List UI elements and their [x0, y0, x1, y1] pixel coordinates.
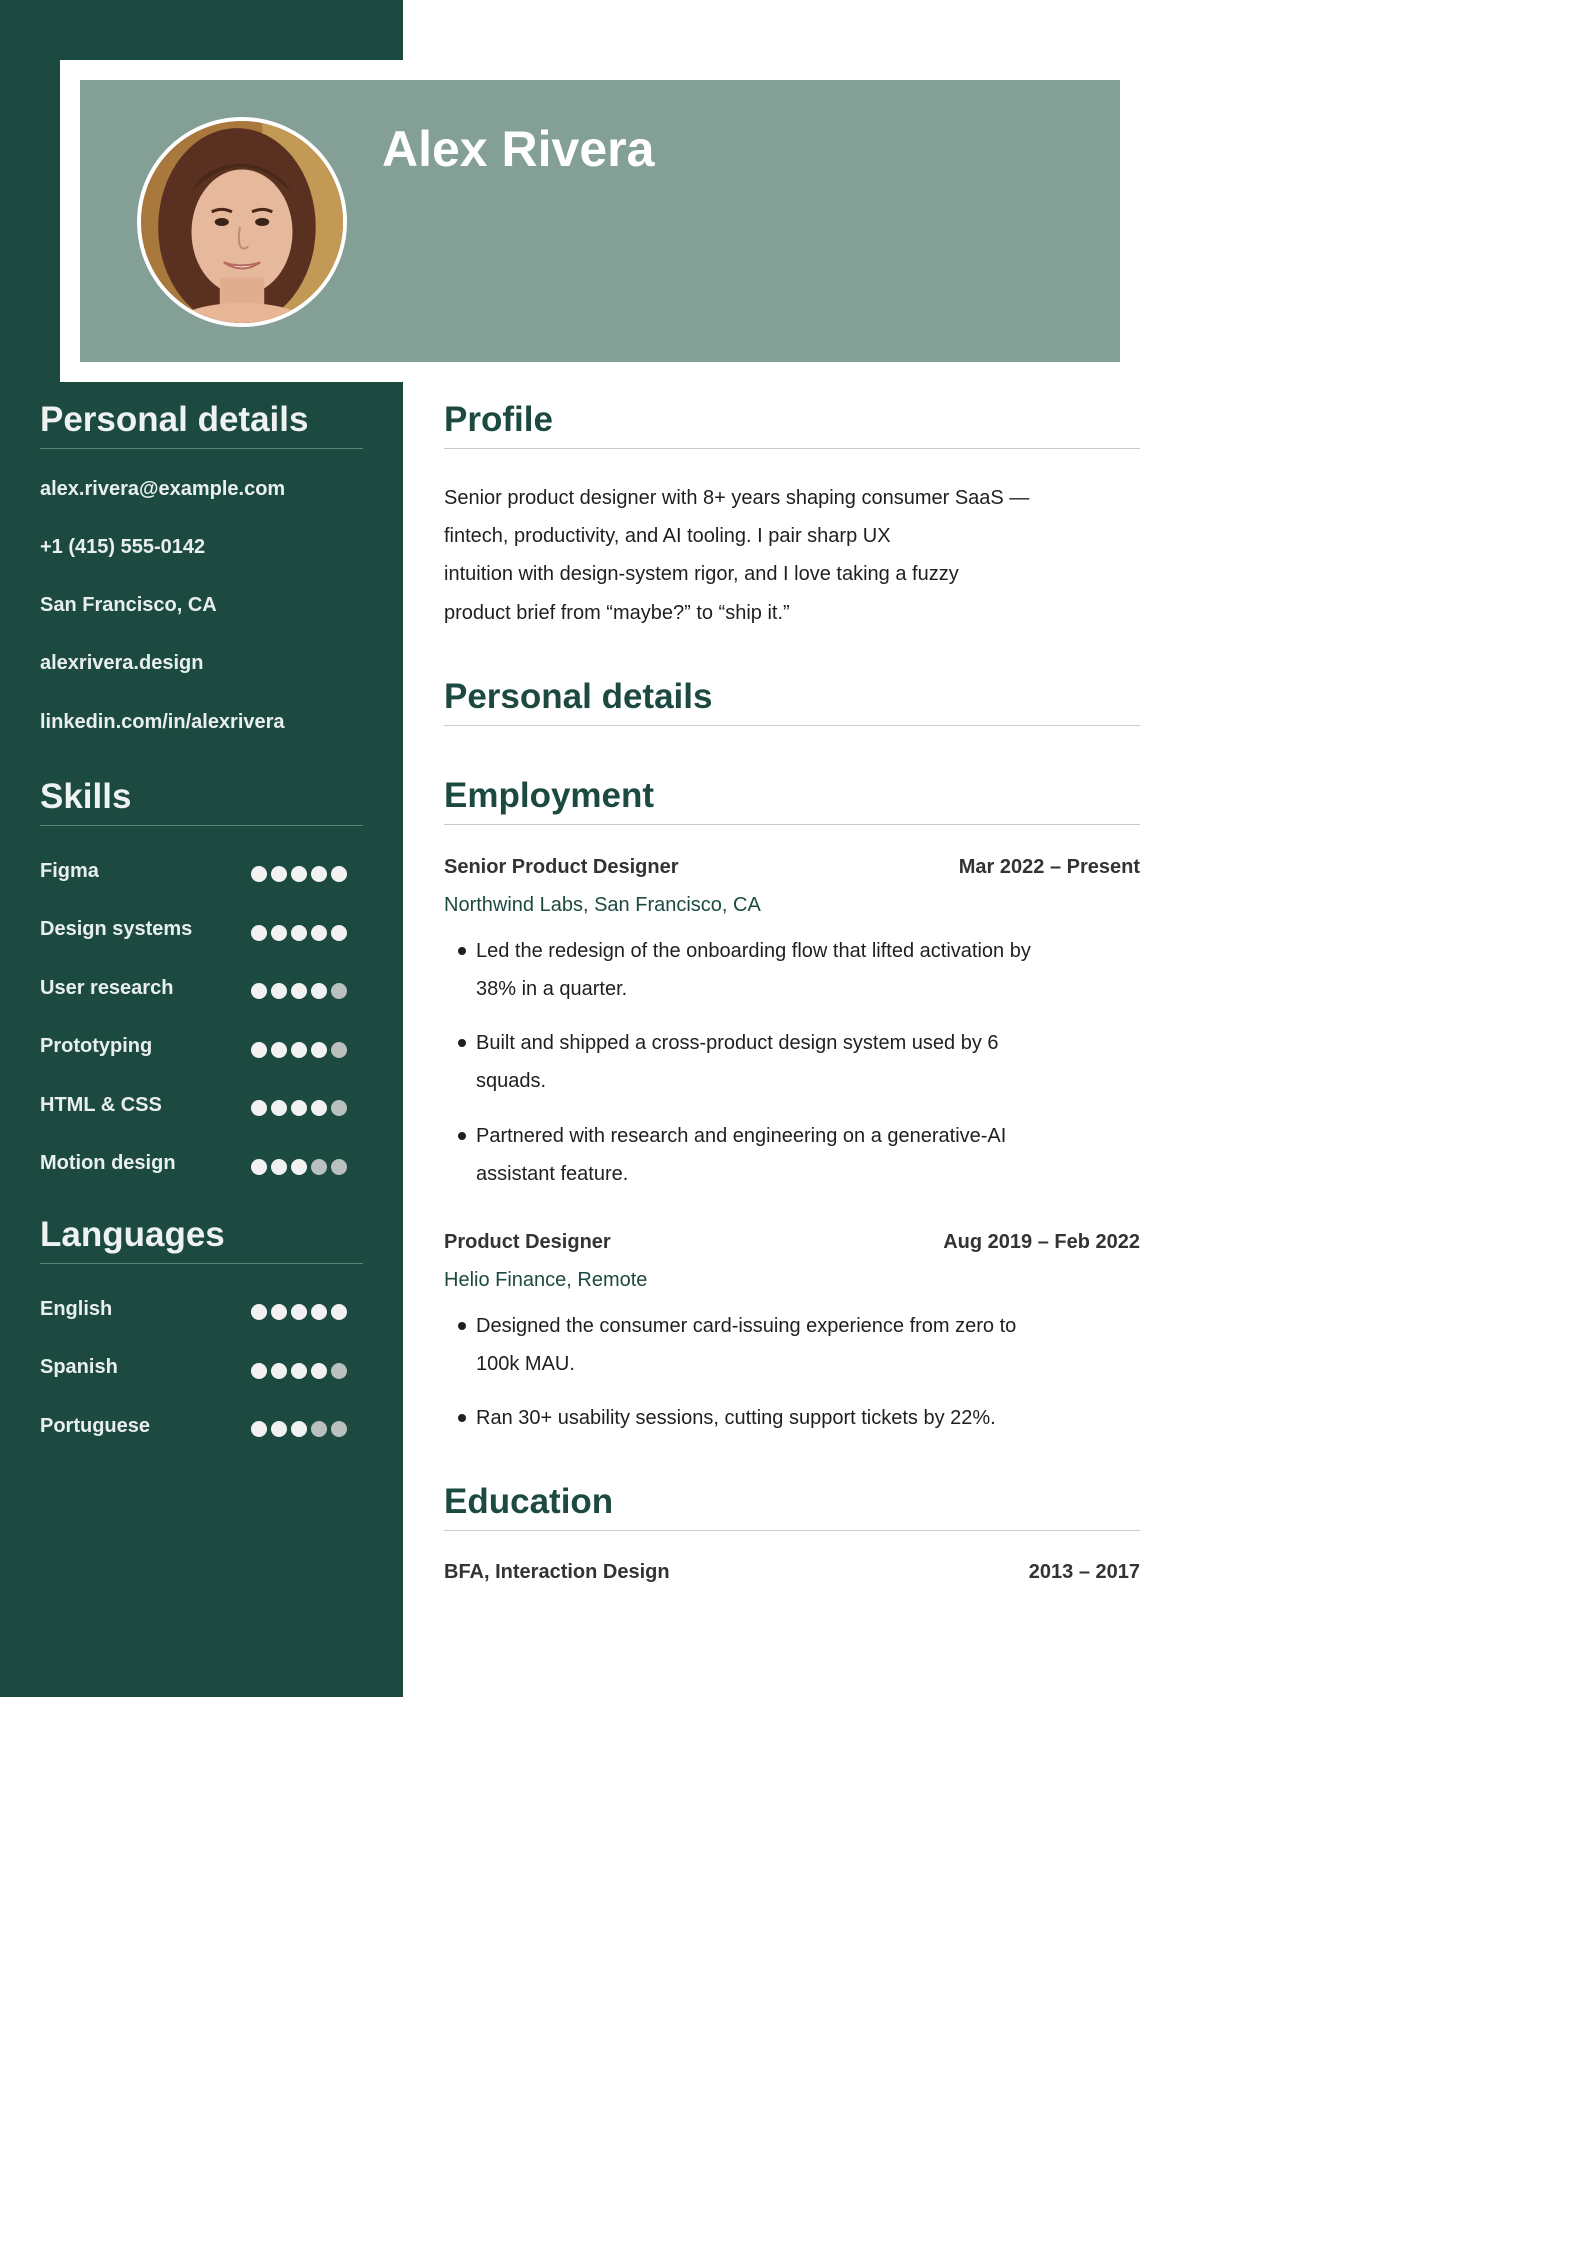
- contact-email[interactable]: alex.rivera@example.com: [40, 478, 286, 500]
- rating-dot-icon: [271, 1421, 287, 1437]
- rating-dot-icon: [331, 1159, 347, 1175]
- rating-dot-icon: [271, 1042, 287, 1058]
- contact-website[interactable]: alexrivera.design: [40, 652, 204, 674]
- rating-dot-icon: [291, 866, 307, 882]
- rating-dot-icon: [291, 1042, 307, 1058]
- skill-rating: [251, 1042, 347, 1058]
- bullet-icon: [458, 1132, 466, 1140]
- bullet-icon: [458, 947, 466, 955]
- rating-dot-icon: [251, 1042, 267, 1058]
- rating-dot-icon: [331, 925, 347, 941]
- skill-row: [40, 917, 347, 943]
- language-row: [40, 1413, 347, 1439]
- job-header: [444, 1231, 1140, 1254]
- rating-dot-icon: [291, 1159, 307, 1175]
- skill-row: [40, 1092, 347, 1118]
- rating-dot-icon: [331, 983, 347, 999]
- skill-row: [40, 858, 347, 884]
- education-title: Education: [444, 1482, 1140, 1531]
- rating-dot-icon: [291, 1304, 307, 1320]
- rating-dot-icon: [311, 1100, 327, 1116]
- job-bullet-text: Partnered with research and engineering on a generative-AI assistant feature.: [476, 1125, 1007, 1185]
- rating-dot-icon: [251, 1363, 267, 1379]
- skill-label: Motion design: [40, 1152, 176, 1174]
- rating-dot-icon: [271, 1159, 287, 1175]
- avatar-photo-icon: [141, 121, 343, 323]
- language-label: Spanish: [40, 1356, 118, 1378]
- rating-dot-icon: [251, 866, 267, 882]
- rating-dot-icon: [331, 1042, 347, 1058]
- rating-dot-icon: [311, 866, 327, 882]
- rating-dot-icon: [251, 983, 267, 999]
- job-company: Northwind Labs, San Francisco, CA: [444, 894, 761, 916]
- job-bullet-text: Built and shipped a cross-product design system used by 6 squads.: [476, 1032, 999, 1092]
- contact-linkedin[interactable]: linkedin.com/in/alexrivera: [40, 711, 285, 733]
- candidate-name: Alex Rivera: [382, 121, 655, 177]
- rating-dot-icon: [251, 1159, 267, 1175]
- skill-label: Prototyping: [40, 1035, 153, 1057]
- job-bullet-text: Ran 30+ usability sessions, cutting support tickets by 22%.: [476, 1407, 996, 1429]
- profile-line: fintech, productivity, and AI tooling. I pair sharp UX: [444, 525, 891, 547]
- job-bullet: [458, 1307, 1058, 1383]
- rating-dot-icon: [311, 983, 327, 999]
- skill-rating: [251, 983, 347, 999]
- rating-dot-icon: [311, 1304, 327, 1320]
- rating-dot-icon: [291, 1421, 307, 1437]
- contact-location: San Francisco, CA: [40, 594, 217, 616]
- job-header: [444, 856, 1140, 879]
- rating-dot-icon: [291, 925, 307, 941]
- rating-dot-icon: [271, 1363, 287, 1379]
- rating-dot-icon: [331, 1100, 347, 1116]
- rating-dot-icon: [271, 925, 287, 941]
- avatar: [137, 117, 347, 327]
- skill-row: [40, 1034, 347, 1060]
- language-row: [40, 1355, 347, 1381]
- language-row: [40, 1296, 347, 1322]
- rating-dot-icon: [271, 1304, 287, 1320]
- sidebar-contact-title: Personal details: [40, 400, 363, 449]
- education-degree: BFA, Interaction Design: [444, 1561, 670, 1583]
- rating-dot-icon: [251, 1421, 267, 1437]
- education-entry: [444, 1561, 1140, 1584]
- skill-label: HTML & CSS: [40, 1093, 162, 1116]
- rating-dot-icon: [311, 1421, 327, 1437]
- skill-row: [40, 975, 347, 1001]
- job-bullet: [458, 1024, 1058, 1100]
- profile-line: product brief from “maybe?” to “ship it.”: [444, 602, 790, 624]
- sidebar-skills-title: Skills: [40, 777, 363, 826]
- skill-rating: [251, 866, 347, 882]
- skill-rating: [251, 1159, 347, 1175]
- rating-dot-icon: [331, 1363, 347, 1379]
- rating-dot-icon: [291, 1363, 307, 1379]
- language-rating: [251, 1304, 347, 1320]
- rating-dot-icon: [251, 925, 267, 941]
- profile-title: Profile: [444, 400, 1140, 449]
- rating-dot-icon: [331, 1421, 347, 1437]
- rating-dot-icon: [251, 1100, 267, 1116]
- skill-rating: [251, 1100, 347, 1116]
- job-title: Product Designer: [444, 1231, 611, 1253]
- language-label: Portuguese: [40, 1414, 151, 1437]
- job-bullet-text: Designed the consumer card-issuing experience from zero to 100k MAU.: [476, 1315, 1017, 1375]
- skill-label: Figma: [40, 859, 99, 882]
- rating-dot-icon: [311, 925, 327, 941]
- job-title: Senior Product Designer: [444, 856, 679, 878]
- profile-line: Senior product designer with 8+ years shaping consumer SaaS —: [444, 487, 1030, 509]
- rating-dot-icon: [291, 983, 307, 999]
- rating-dot-icon: [271, 983, 287, 999]
- job-dates: Aug 2019 – Feb 2022: [943, 1231, 1140, 1253]
- education-dates: 2013 – 2017: [1028, 1561, 1140, 1583]
- sidebar-languages-title: Languages: [40, 1215, 363, 1264]
- skill-rating: [251, 925, 347, 941]
- language-rating: [251, 1421, 347, 1437]
- skill-label: Design systems: [40, 918, 193, 940]
- rating-dot-icon: [331, 1304, 347, 1320]
- bullet-icon: [458, 1414, 466, 1422]
- rating-dot-icon: [331, 866, 347, 882]
- rating-dot-icon: [311, 1363, 327, 1379]
- language-rating: [251, 1363, 347, 1379]
- rating-dot-icon: [271, 1100, 287, 1116]
- personal-details-title: Personal details: [444, 677, 1140, 726]
- employment-title: Employment: [444, 776, 1140, 825]
- rating-dot-icon: [251, 1304, 267, 1320]
- contact-phone[interactable]: +1 (415) 555-0142: [40, 536, 206, 558]
- skill-label: User research: [40, 976, 174, 999]
- rating-dot-icon: [311, 1042, 327, 1058]
- job-bullet: [458, 932, 1058, 1008]
- job-bullet: [458, 1117, 1058, 1193]
- rating-dot-icon: [271, 866, 287, 882]
- rating-dot-icon: [291, 1100, 307, 1116]
- profile-line: intuition with design-system rigor, and I love taking a fuzzy: [444, 563, 959, 585]
- job-company: Helio Finance, Remote: [444, 1269, 648, 1291]
- skill-row: [40, 1151, 347, 1177]
- rating-dot-icon: [311, 1159, 327, 1175]
- job-bullet: [458, 1399, 1058, 1437]
- bullet-icon: [458, 1322, 466, 1330]
- job-dates: Mar 2022 – Present: [958, 856, 1140, 878]
- bullet-icon: [458, 1039, 466, 1047]
- job-bullet-text: Led the redesign of the onboarding flow that lifted activation by 38% in a quarter.: [476, 940, 1031, 1000]
- language-label: English: [40, 1297, 113, 1320]
